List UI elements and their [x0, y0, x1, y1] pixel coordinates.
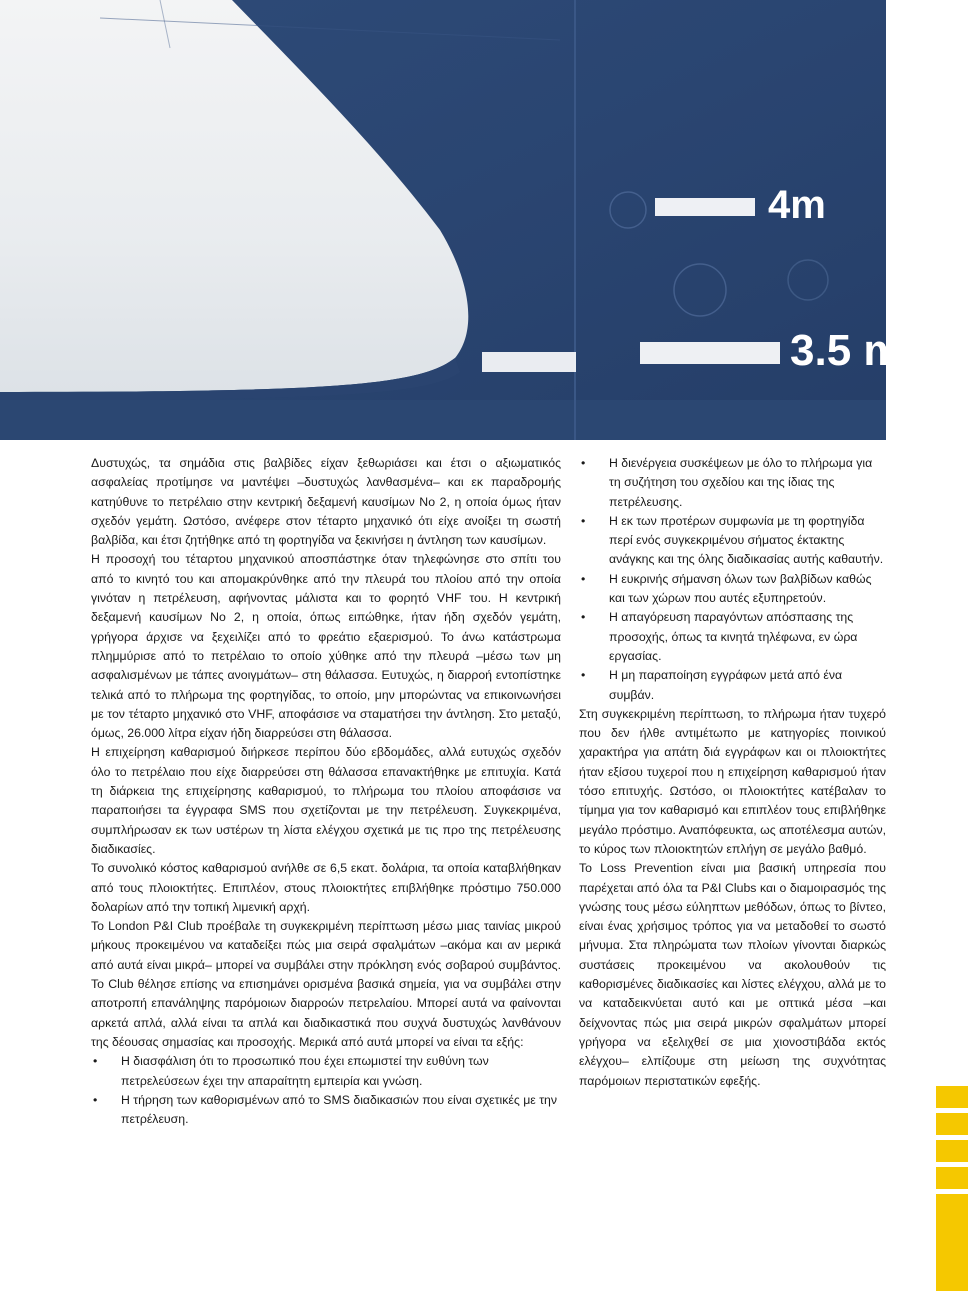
list-item: • Η διασφάλιση ότι το προσωπικό που έχει επωμιστεί την ευθύνη των πετρελεύσεων έχει την απαραίτητη εμπειρία και γνώση.	[91, 1052, 561, 1091]
draft-mark-3-5m: 3.5 m	[790, 326, 903, 375]
left-paragraph-3: Η επιχείρηση καθαρισμού διήρκεσε περίπου δύο εβδομάδες, αλλά ευτυχώς σχεδόν όλο το πετρέλαιο που είχε διαρρεύσει στη θάλασσα επανακτήθηκε με επιτυχία. Κατά τη διάρκεια της επιχείρησης καθαρισμού, το πλήρωμα του πλοίου αποφάσισε να παραποιήσει τα έγγραφα SMS που σχετίζονται με την πετρέλευση. Συγκεκριμένα, συμπλήρωσαν εκ των υστέρων τη λίστα ελέγχου σχετικά με τις προ της πετρέλευσης διαδικασίες.	[91, 745, 561, 856]
list-item: • Η τήρηση των καθορισμένων από το SMS διαδικασιών που είναι σχετικές με την πετρέλευση.	[91, 1091, 561, 1130]
list-item: • Η μη παραποίηση εγγράφων μετά από ένα συμβάν.	[579, 666, 886, 705]
yellow-tab-segment	[936, 1194, 968, 1291]
list-item: • Η ευκρινής σήμανση όλων των βαλβίδων καθώς και των χώρων που αυτές εξυπηρετούν.	[579, 570, 886, 609]
left-bullet-list	[91, 1052, 561, 1129]
list-item: • Η διενέργεια συσκέψεων με όλο το πλήρωμα για τη συζήτηση του σχεδίου και της ίδιας της πετρέλευσης.	[579, 454, 886, 512]
list-item: • Η απαγόρευση παραγόντων απόσπασης της προσοχής, όπως τα κινητά τηλέφωνα, εν ώρα εργασίας.	[579, 608, 886, 666]
yellow-tab-segment	[936, 1086, 968, 1108]
draft-mark-4m: 4m	[768, 183, 826, 227]
right-paragraph-1: Στη συγκεκριμένη περίπτωση, το πλήρωμα ήταν τυχερό που δεν ήλθε αντιμέτωπο με κατηγορίες ποινικού χαρακτήρα για απάτη διά εγγράφων και οι πλοιοκτήτες ήταν εξίσου τυχεροί που η επιχείρηση καθαρισμού ήταν τόσο επιτυχής. Ωστόσο, οι πλοιοκτήτες κατέβαλαν το τίμημα για τον καθαρισμό και επιπλέον τους επιβλήθηκε μεγάλο πρόστιμο. Αναπόφευκτα, ως αποτέλεσμα αυτών, το κύρος των πλοιοκτητών επλήγη σε μεγάλο βαθμό.	[579, 706, 887, 856]
right-bullet-list	[579, 454, 886, 705]
yellow-tab-segment	[936, 1140, 968, 1162]
ship-hull-photo	[0, 0, 903, 440]
yellow-tab-segment	[936, 1167, 968, 1189]
right-column	[579, 454, 886, 1091]
left-paragraph-1: Δυστυχώς, τα σημάδια στις βαλβίδες είχαν ξεθωριάσει και έτσι ο αξιωματικός ασφαλείας προτίμησε να μαντέψει –δυστυχώς λανθασμένα– και εκ παραδρομής κατηύθυνε το πετρέλαιο στην κεντρική δεξαμενή καυσίμων Νο 2, η οποία όμως ήταν σχεδόν γεμάτη. Ωστόσο, ανέφερε στον τέταρτο μηχανικό ότι είχε ανοίξει τη σωστή βαλβίδα, και έτσι ζητήθηκε από τη φορτηγίδα να ξεκινήσει η άντληση των καυσίμων.	[91, 456, 561, 548]
ship-hull-draft-marks-icon	[0, 0, 903, 440]
left-paragraph-2: Η προσοχή του τέταρτου μηχανικού αποσπάστηκε όταν τηλεφώνησε στο σπίτι του από το κινητό του και απομακρύνθηκε από την πλευρά του πλοίου από την οποία γινόταν η πετρέλευση, αφήνοντας μάλιστα και το φορητό VHF του. Η κεντρική δεξαμενή καυσίμων Νο 2, η οποία, όπως ειπώθηκε, ήταν ήδη σχεδόν γεμάτη, γρήγορα άρχισε να ξεχειλίζει από το φρεάτιο εξαερισμού. Το άνω κατάστρωμα πλημμύρισε από το πετρέλαιο το οποίο χύθηκε από την πλευρά –μέσω των μη ασφαλισμένων με τάπες ανοιγμάτων– στη θάλασσα. Ευτυχώς, η διαρροή εντοπίστηκε τελικά από το πλήρωμα της φορτηγίδας, το οποίο, μην μπορώντας να επικοινωνήσει με τον τέταρτο μηχανικό στο VHF, αποφάσισε να σταματήσει την άντληση. Στο μεταξύ, όμως, 26.000 λίτρα είχαν ήδη διαρρεύσει στη θάλασσα.	[91, 552, 561, 741]
yellow-tab-segment	[936, 1113, 968, 1135]
left-paragraph-5: Το London P&I Club προέβαλε τη συγκεκριμένη περίπτωση μέσω μιας ταινίας μικρού μήκους προκειμένου να καταδείξει πώς μια σειρά σφαλμάτων –ακόμα και αν μερικά από αυτά είναι μικρά– μπορεί να συμβάλει στην πρόκληση ενός σοβαρού συμβάντος. Το Club θέλησε επίσης να επισημάνει ορισμένα βασικά σημεία, για να συμβάλει στην αποτροπή επανάληψης παρόμοιων διαρροών πετρελαίου. Μπορεί αυτά να φαίνονται αρκετά απλά, αλλά είναι τα απλά και διαδικαστικά που συχνά δυστυχώς λανθάνουν της δέουσας σημασίας και προσοχής. Μερικά από αυτά μπορεί να είναι τα εξής:	[91, 919, 561, 1049]
left-paragraph-4: Το συνολικό κόστος καθαρισμού ανήλθε σε 6,5 εκατ. δολάρια, τα οποία καταβλήθηκαν από τους πλοιοκτήτες. Επιπλέον, στους πλοιοκτήτες επιβλήθηκε πρόστιμο 750.000 δολαρίων από την τοπική λιμενική αρχή.	[91, 861, 561, 914]
list-item: • Η εκ των προτέρων συμφωνία με τη φορτηγίδα περί ενός συγκεκριμένου σήματος έκτακτης ανάγκης και της όλης διαδικασίας αυτής καθαυτήν.	[579, 512, 886, 570]
left-column	[91, 454, 561, 1129]
right-paragraph-2: Το Loss Prevention είναι μια βασική υπηρεσία που παρέχεται από όλα τα P&I Clubs και ο διαμοιρασμός της γνώσης τους μέσω εύληπτων μεθόδων, όπως το βίντεο, είναι ένας χρήσιμος τρόπος για να μεταδοθεί το σωστό μήνυμα. Στα πληρώματα των πλοίων γίνονται διαρκώς συστάσεις προκειμένου να ακολουθούν τις καθορισμένες διαδικασίες και λίστες ελέγχου, αλλά με το να καταδεικνύεται αυτό και με οπτικά μέσα –και δείχνοντας πώς μια σειρά μικρών σφαλμάτων μπορεί γρήγορα να εξελιχθεί σε μια χιονοστιβάδα εκτός ελέγχου– ελπίζουμε στη μείωση της συχνότητας παρόμοιων περιστατικών εφεξής.	[579, 861, 886, 1088]
